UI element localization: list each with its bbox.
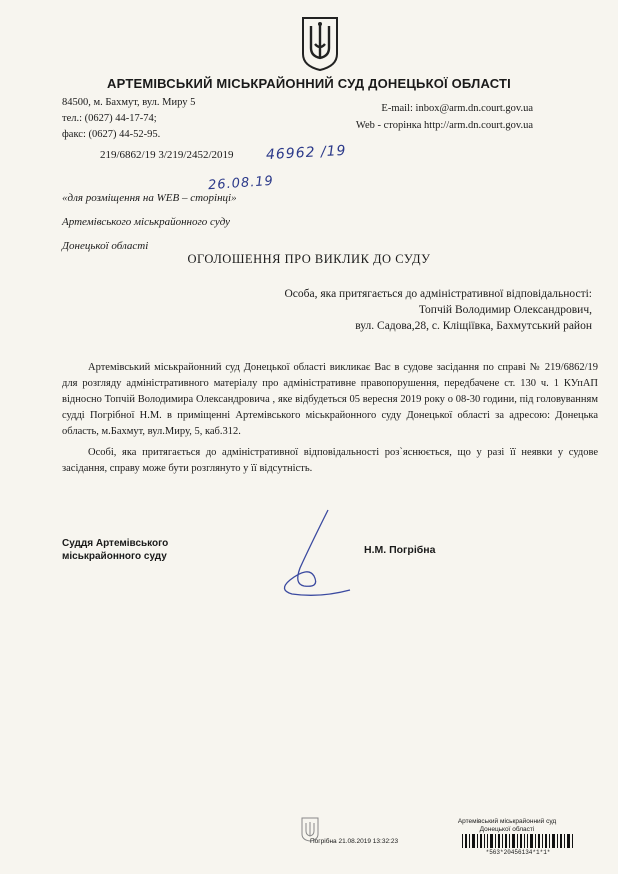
email-line: E-mail: inbox@arm.dn.court.gov.ua: [381, 103, 533, 114]
case-number: 219/6862/19 3/219/2452/2019: [100, 149, 234, 161]
court-address-block: [62, 95, 195, 143]
handwritten-signature: [270, 506, 360, 602]
document-title: ОГОЛОШЕННЯ ПРО ВИКЛИК ДО СУДУ: [187, 252, 431, 266]
footer-stamp-line1: Артемівський міськрайонний суд: [457, 818, 557, 825]
web-publication-note: «для розміщення на WEB – сторінці»: [62, 192, 237, 204]
footer-stamp-line2: Донецької області: [479, 826, 535, 833]
trident-emblem-icon: [300, 14, 340, 72]
barcode: [462, 834, 574, 848]
barcode-number: *563*20456134*1*1*: [485, 849, 551, 856]
footer-signature-date: Погрібна 21.08.2019 13:32:23: [310, 838, 399, 845]
judge-name: Н.М. Погрібна: [364, 544, 436, 556]
court-name: АРТЕМІВСЬКИЙ МІСЬКРАЙОННИЙ СУД ДОНЕЦЬКОЇ ОБЛАСТІ: [107, 76, 511, 91]
person-block: [285, 286, 593, 334]
recipient-region-line: Донецької області: [62, 240, 149, 252]
absence-notice-paragraph: Особі, яка притягається до адміністративної відповідальності роз`яснюється, що у разі її неявки у судове засідання, справу може бути розглянуто у її відсутність.: [62, 447, 598, 474]
person-label: Особа, яка притягається до адміністративної відповідальності:: [284, 288, 592, 300]
person-name: Топчій Володимир Олександрович,: [418, 304, 592, 316]
address-line: 84500, м. Бахмут, вул. Миру 5: [62, 97, 196, 108]
recipient-court-line: Артемівського міськрайонного суду: [62, 216, 231, 228]
handwritten-registration-date: 26.08.19: [207, 173, 275, 194]
person-address: вул. Садова,28, с. Кліщіївка, Бахмутський район: [355, 320, 592, 332]
phone-line: тел.: (0627) 44-17-74;: [62, 113, 157, 124]
judge-title-line2: міськрайонного суду: [62, 551, 167, 562]
footer-stamp: [442, 818, 572, 834]
fax-line: факс: (0627) 44-52-95.: [62, 129, 161, 140]
handwritten-registration-number: 46962 /19: [265, 142, 347, 164]
judge-title-line1: Суддя Артемівського: [62, 538, 169, 549]
judge-title: [62, 537, 168, 563]
court-contacts-block: [356, 100, 533, 134]
summons-paragraph: Артемівський міськрайонний суд Донецької області викликає Вас в судове засідання по справі № 219/6862/19 для розгляду адміністративного матеріалу про адміністративне правопорушення, передбачене ст. 130 ч. 1 КУпАП відносно Топчій Володимира Олександровича , яке відбудеться 05 вересня 2019 року о 08-30 години, під головуванням судді Погрібної Н.М. в приміщенні Артемівського міськрайонного суду Донецької області за адресою: Донецька область, м.Бахмут, вул.Миру, 5, каб.312.: [62, 362, 598, 437]
web-line: Web - сторінка http://arm.dn.court.gov.ua: [355, 120, 533, 131]
